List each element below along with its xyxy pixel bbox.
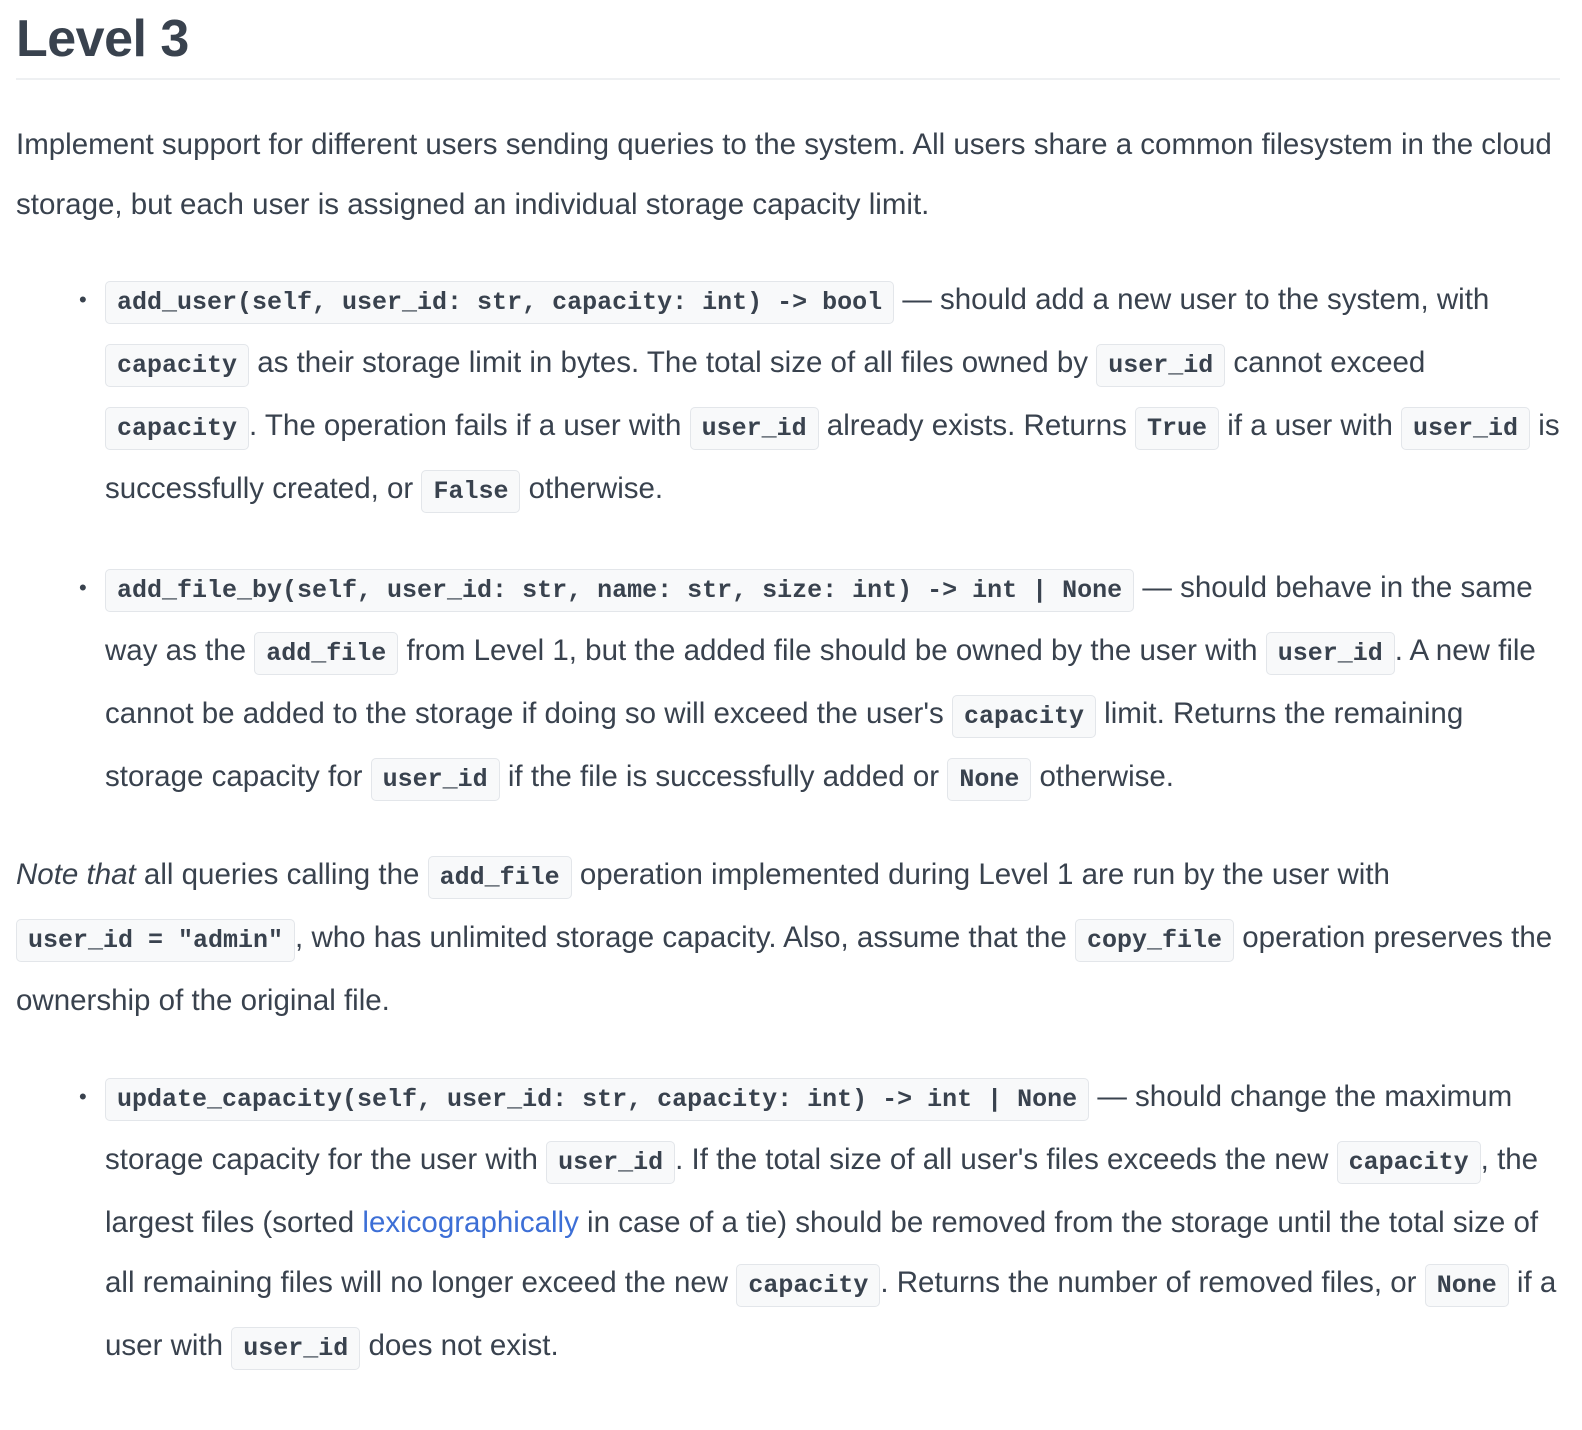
text-span: cannot exceed [1225, 346, 1426, 379]
text-span: if the file is successfully added or [499, 760, 948, 793]
text-span: — should add a new user to the system, with [894, 283, 1490, 316]
inline-code: capacity [1337, 1141, 1481, 1184]
text-span: operation preserves the ownership of the original file. [16, 921, 1553, 1017]
update-capacity-signature: update_capacity(self, user_id: str, capacity: int) -> int | None [105, 1078, 1089, 1121]
note-emphasis: Note that [16, 858, 136, 891]
text-span: operation implemented during Level 1 are run by the user with [571, 858, 1390, 891]
note-paragraph [16, 845, 1560, 1031]
page-title: Level 3 [16, 0, 1560, 80]
text-span: in case of a tie) should be removed from the storage until the total size of all remaining files will no longer exceed the new [105, 1206, 1539, 1299]
inline-code: capacity [952, 695, 1096, 738]
text-span: does not exist. [360, 1329, 559, 1362]
bullet-icon: • [79, 1084, 87, 1109]
list-item-update-capacity [79, 1067, 1560, 1379]
list-item-add-file-by [79, 558, 1560, 810]
inline-code: capacity [736, 1264, 880, 1307]
inline-code: capacity [105, 344, 249, 387]
list-item-add-user [79, 270, 1560, 522]
text-span: . Returns the number of removed files, or [880, 1266, 1425, 1299]
inline-code: True [1135, 407, 1219, 450]
text-span: all queries calling the [135, 858, 428, 891]
intro-paragraph: Implement support for different users sending queries to the system. All users share a common filesystem in the cloud storage, but each user is assigned an individual storage capacity limit. [16, 128, 1552, 221]
lexicographically-link[interactable]: lexicographically [362, 1206, 579, 1239]
text-span: — should change the maximum storage capacity for the user with [105, 1080, 1513, 1176]
inline-code: user_id [1401, 407, 1530, 450]
inline-code: user_id = "admin" [16, 919, 295, 962]
inline-code: user_id [231, 1327, 360, 1370]
text-span: otherwise. [520, 472, 664, 505]
text-span: — should behave in the same way as the [105, 571, 1533, 667]
text-span: from Level 1, but the added file should be owned by the user with [398, 634, 1266, 667]
text-span: as their storage limit in bytes. The total size of all files owned by [249, 346, 1097, 379]
text-span: , the largest files (sorted [105, 1143, 1539, 1239]
bullet-icon: • [79, 575, 87, 600]
add-file-by-signature: add_file_by(self, user_id: str, name: str, size: int) -> int | None [105, 569, 1134, 612]
inline-code: user_id [371, 758, 500, 801]
text-span: if a user with [1219, 409, 1402, 442]
inline-code: False [421, 470, 520, 513]
inline-code: add_file [254, 632, 398, 675]
text-span: . If the total size of all user's files exceeds the new [675, 1143, 1337, 1176]
inline-code: add_file [428, 856, 572, 899]
inline-code: None [1425, 1264, 1509, 1307]
add-user-signature: add_user(self, user_id: str, capacity: int) -> bool [105, 281, 894, 324]
inline-code: user_id [1096, 344, 1225, 387]
inline-code: capacity [105, 407, 249, 450]
method-list-2 [16, 1067, 1560, 1379]
text-span: already exists. Returns [818, 409, 1136, 442]
text-span: limit. Returns the remaining storage capacity for [105, 697, 1464, 793]
text-span: otherwise. [1031, 760, 1174, 793]
method-list-1 [16, 270, 1560, 810]
text-span: . The operation fails if a user with [249, 409, 690, 442]
text-span: is successfully created, or [105, 409, 1560, 505]
inline-code: None [947, 758, 1031, 801]
bullet-icon: • [79, 287, 87, 312]
inline-code: user_id [1266, 632, 1395, 675]
inline-code: user_id [546, 1141, 675, 1184]
text-span: , who has unlimited storage capacity. Also, assume that the [295, 921, 1076, 954]
text-span: . A new file cannot be added to the storage if doing so will exceed the user's [105, 634, 1536, 730]
inline-code: copy_file [1075, 919, 1234, 962]
inline-code: user_id [690, 407, 819, 450]
text-span: if a user with [105, 1266, 1557, 1362]
